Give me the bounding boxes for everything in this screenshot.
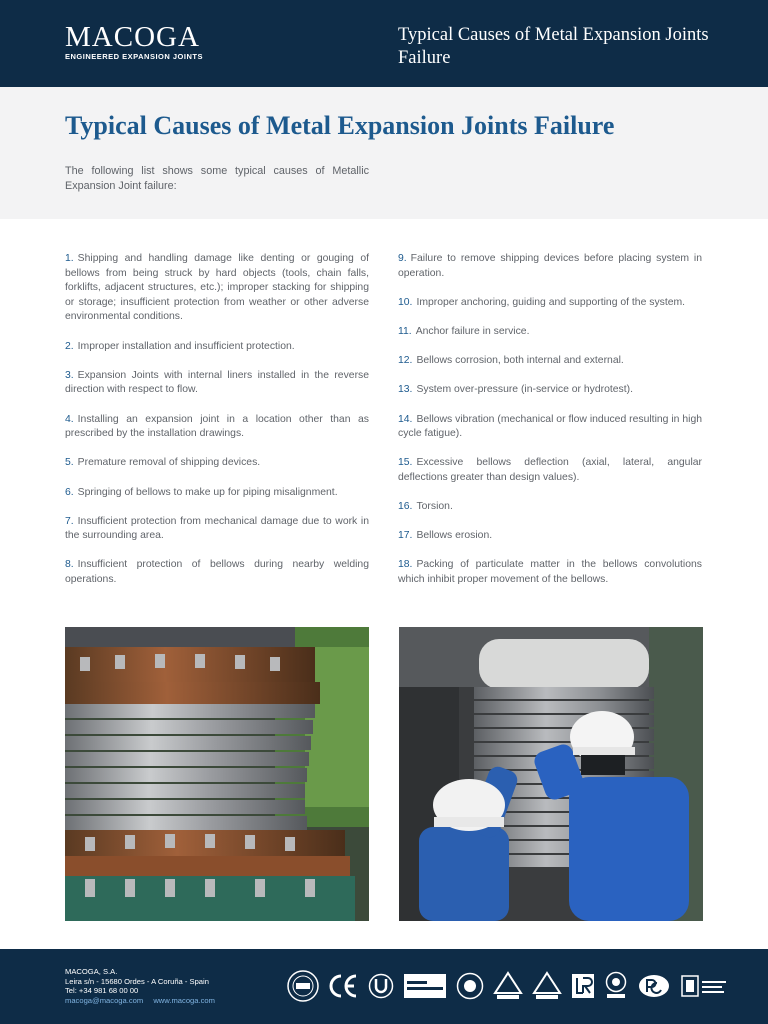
list-item bbox=[65, 456, 369, 471]
item-number: 11. bbox=[398, 325, 412, 337]
item-text: Excessive bellows deflection (axial, lateral, angular deflections greater than design values). bbox=[398, 457, 702, 483]
logo-tagline: ENGINEERED EXPANSION JOINTS bbox=[65, 52, 203, 61]
item-number: 4. bbox=[65, 413, 74, 425]
page-footer bbox=[0, 949, 768, 1024]
item-text: System over-pressure (in-service or hydrotest). bbox=[416, 384, 633, 396]
list-item bbox=[65, 515, 369, 544]
quality-seal-icon bbox=[604, 971, 628, 1001]
list-item bbox=[65, 340, 369, 355]
item-text: Premature removal of shipping devices. bbox=[77, 457, 261, 469]
list-item bbox=[398, 529, 702, 544]
certification-logos bbox=[286, 969, 739, 1003]
web-link[interactable]: www.macoga.com bbox=[153, 995, 215, 1005]
certification-seal-icon bbox=[286, 969, 320, 1003]
causes-list-right bbox=[398, 252, 702, 602]
ministry-crest-icon bbox=[680, 972, 730, 1000]
global-safety-badge bbox=[403, 973, 447, 999]
item-number: 9. bbox=[398, 253, 407, 264]
tuv-badge bbox=[493, 971, 523, 1001]
item-number: 10. bbox=[398, 296, 413, 308]
list-item bbox=[65, 413, 369, 442]
item-text: Expansion Joints with internal liners installed in the reverse direction with respect to flow. bbox=[65, 369, 369, 396]
list-item bbox=[398, 325, 702, 340]
item-number: 3. bbox=[65, 369, 74, 381]
list-item bbox=[398, 383, 702, 398]
ce-mark-icon bbox=[329, 973, 359, 999]
item-text: Shipping and handling damage like denting or gouging of bellows from being struck by hard objects (tools, chain falls, forklifts, adjacent structures, etc.); improper stacking for shipping or storage; insufficient protection from weather or other adverse environmental conditions. bbox=[65, 253, 369, 323]
item-number: 12. bbox=[398, 355, 413, 367]
list-item bbox=[398, 413, 702, 442]
item-number: 17. bbox=[398, 530, 413, 542]
intro-section bbox=[0, 87, 768, 219]
list-item bbox=[398, 500, 702, 515]
item-number: 15. bbox=[398, 457, 413, 469]
damaged-bellows-illustration bbox=[65, 627, 369, 921]
list-item bbox=[398, 296, 702, 311]
footer-links bbox=[65, 996, 223, 1006]
item-text: Springing of bellows to make up for piping misalignment. bbox=[77, 486, 338, 498]
item-text: Improper anchoring, guiding and supporting of the system. bbox=[416, 296, 686, 308]
page-title: Typical Causes of Metal Expansion Joints Failure bbox=[65, 111, 615, 140]
u-stamp-icon bbox=[368, 973, 394, 999]
item-number: 2. bbox=[65, 340, 74, 352]
damaged-bellows-photo bbox=[65, 627, 369, 921]
item-text: Anchor failure in service. bbox=[415, 325, 530, 337]
item-text: Bellows vibration (mechanical or flow induced resulting in high cycle fatigue). bbox=[398, 413, 702, 440]
item-text: Improper installation and insufficient protection. bbox=[77, 340, 295, 352]
intro-text: The following list shows some typical causes of Metallic Expansion Joint failure: bbox=[65, 165, 369, 192]
item-number: 7. bbox=[65, 515, 74, 527]
inspection-seal-icon bbox=[456, 972, 484, 1000]
item-text: Bellows corrosion, both internal and external. bbox=[416, 355, 624, 367]
item-number: 16. bbox=[398, 501, 413, 513]
tuv-badge-second bbox=[532, 971, 562, 1001]
pressure-equipment-badge bbox=[637, 973, 671, 999]
item-text: Packing of particulate matter in the bellows convolutions which inhibit proper movement of the bellows. bbox=[398, 559, 702, 586]
company-tel: Tel: +34 981 68 00 00 bbox=[65, 986, 139, 995]
item-text: Installing an expansion joint in a location other than as prescribed by the installation drawings. bbox=[65, 413, 369, 440]
item-number: 8. bbox=[65, 559, 74, 571]
item-number: 6. bbox=[65, 486, 74, 498]
company-name: MACOGA, S.A. bbox=[65, 967, 118, 976]
list-item bbox=[65, 252, 369, 325]
lloyds-register-badge bbox=[571, 973, 595, 999]
list-item bbox=[65, 369, 369, 398]
macoga-logo bbox=[65, 22, 203, 61]
list-item bbox=[65, 558, 369, 587]
list-item bbox=[398, 558, 702, 587]
item-text: Insufficient protection of bellows during nearby welding operations. bbox=[65, 559, 369, 586]
item-number: 14. bbox=[398, 413, 413, 425]
item-number: 18. bbox=[398, 559, 413, 571]
causes-list-left bbox=[65, 252, 369, 602]
company-address: Leira s/n - 15680 Ordes - A Coruña - Spain bbox=[65, 976, 209, 986]
item-text: Failure to remove shipping devices before placing system in operation. bbox=[398, 253, 702, 279]
list-item bbox=[65, 486, 369, 501]
logo-name: MACOGA bbox=[65, 21, 200, 53]
inspection-illustration bbox=[399, 627, 703, 921]
list-item bbox=[398, 456, 702, 485]
item-text: Torsion. bbox=[416, 501, 453, 513]
list-item bbox=[398, 354, 702, 369]
item-number: 13. bbox=[398, 384, 413, 396]
inspection-photo bbox=[399, 627, 703, 921]
footer-contact bbox=[65, 967, 223, 1005]
item-number: 5. bbox=[65, 457, 74, 469]
page-header bbox=[0, 0, 768, 87]
item-text: Insufficient protection from mechanical damage due to work in the surrounding area. bbox=[65, 515, 369, 542]
list-item bbox=[398, 252, 702, 281]
header-title: Typical Causes of Metal Expansion Joints Failure bbox=[398, 25, 709, 68]
item-number: 1. bbox=[65, 253, 74, 264]
item-text: Bellows erosion. bbox=[416, 530, 493, 542]
email-link[interactable]: macoga@macoga.com bbox=[65, 995, 144, 1005]
